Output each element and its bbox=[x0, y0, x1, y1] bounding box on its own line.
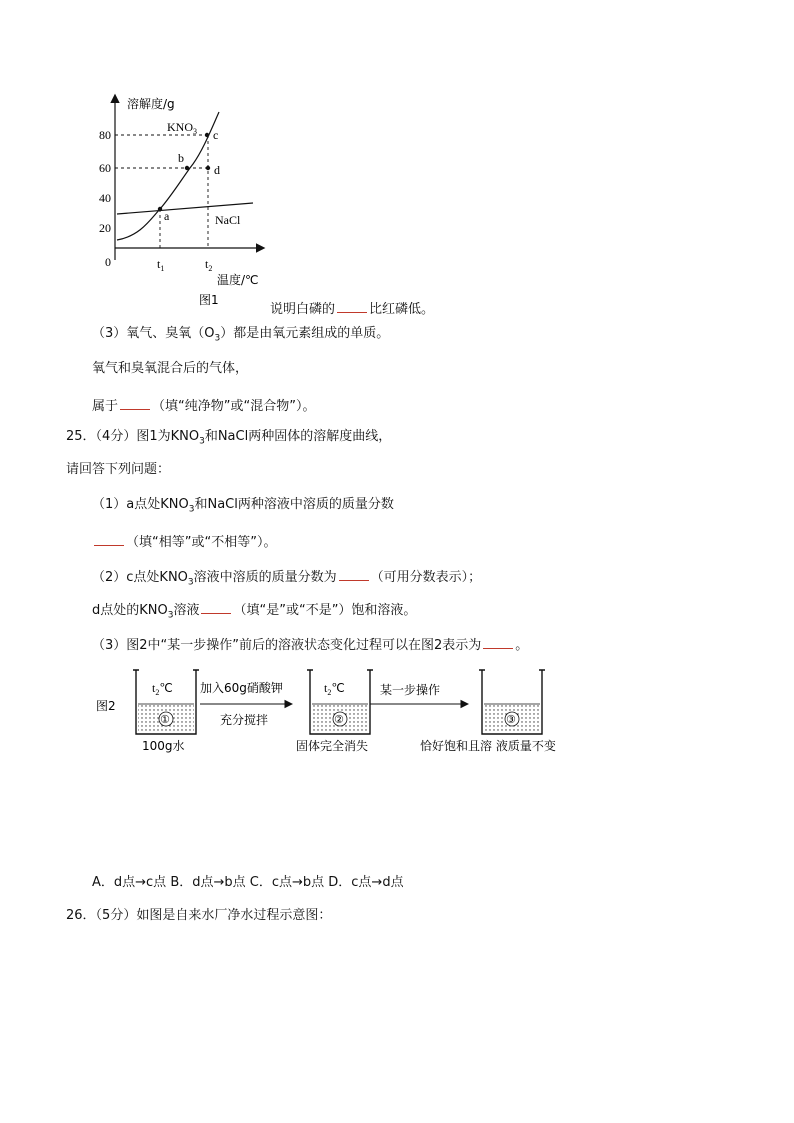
beaker-1-number: ① bbox=[160, 713, 170, 726]
beaker-1-caption: 100g水 bbox=[142, 739, 185, 753]
beaker-3-number: ③ bbox=[506, 713, 516, 726]
origin-label: 0 bbox=[105, 255, 111, 269]
line-belongs-to: 属于 （填“纯净物”或“混合物”）。 bbox=[92, 396, 315, 415]
x-tick-t2: $t_2$ bbox=[205, 257, 213, 273]
point-d bbox=[206, 166, 210, 170]
label-d: d bbox=[214, 163, 220, 177]
beaker-1 bbox=[133, 670, 199, 734]
line-q25-2-d: d点处的$KNO_3$溶液 （填“是”或“不是”）饱和溶液。 bbox=[92, 600, 416, 624]
answer-blank-6[interactable] bbox=[483, 635, 513, 649]
beaker-3 bbox=[479, 670, 545, 734]
y-tick-20: 20 bbox=[99, 221, 111, 235]
point-a bbox=[158, 207, 162, 211]
question-25-title: 25．（4分）图1为$KNO_3$和NaCl两种固体的溶解度曲线， bbox=[66, 429, 392, 447]
line-q25-1: （1）a点处$KNO_3$和NaCl两种溶液中溶质的质量分数 bbox=[92, 497, 394, 515]
x-tick-t1: $t_1$ bbox=[157, 257, 165, 273]
arrow-1-top-label: 加入60g硝酸钾 bbox=[200, 681, 283, 695]
beaker-2-caption: 固体完全消失 bbox=[296, 739, 369, 753]
x-axis-label: 温度/℃ bbox=[217, 273, 259, 287]
answer-blank-1[interactable] bbox=[337, 299, 367, 313]
solubility-chart bbox=[95, 88, 285, 313]
y-axis-label: 溶解度/g bbox=[127, 97, 175, 111]
figure1-caption: 图1 bbox=[199, 293, 219, 307]
answer-options: A．d点→c点 B．d点→b点 C．c点→b点 D．c点→d点 bbox=[92, 875, 404, 890]
line-q25-2: （2）c点处$KNO_3$溶液中溶质的质量分数为 （可用分数表示）； bbox=[92, 567, 481, 591]
point-b bbox=[185, 166, 189, 170]
figure2-diagram bbox=[92, 664, 602, 760]
point-c bbox=[205, 133, 209, 137]
y-tick-80: 80 bbox=[99, 128, 111, 142]
line-mixed-gas: 氧气和臭氧混合后的气体， bbox=[92, 361, 249, 376]
question-26-title: 26．（5分）如图是自来水厂净水过程示意图： bbox=[66, 908, 332, 923]
answer-blank-5[interactable] bbox=[201, 600, 231, 614]
label-b: b bbox=[178, 151, 184, 165]
beaker-2 bbox=[307, 670, 373, 734]
arrow-2-top-label: 某一步操作 bbox=[380, 683, 441, 697]
line-please-answer: 请回答下列问题： bbox=[66, 462, 171, 477]
line-q3-ozone: （3）氧气、臭氧$(O_3)$都是由氧元素组成的单质。 bbox=[92, 326, 390, 344]
arrow-1-bottom-label: 充分搅拌 bbox=[220, 713, 269, 727]
figure2-label: 图2 bbox=[96, 699, 116, 713]
beaker-2-number: ② bbox=[334, 713, 344, 726]
kno3-label: $KNO_3$ bbox=[167, 120, 197, 136]
line-q25-1-answer: （填“相等”或“不相等”）。 bbox=[92, 532, 276, 551]
line-white-phosphorus: 说明白磷的 比红磷低。 bbox=[270, 299, 434, 318]
answer-blank-3[interactable] bbox=[94, 532, 124, 546]
nacl-label: NaCl bbox=[215, 213, 241, 227]
beaker-1-temp: $t_2℃$ bbox=[152, 681, 173, 697]
label-a: a bbox=[164, 209, 170, 223]
line-q25-3: （3）图2中“某一步操作”前后的溶液状态变化过程可以在图2表示为 。 bbox=[92, 635, 528, 654]
y-tick-60: 60 bbox=[99, 161, 111, 175]
answer-blank-4[interactable] bbox=[339, 567, 369, 581]
label-c: c bbox=[213, 128, 219, 142]
y-tick-40: 40 bbox=[99, 191, 111, 205]
beaker-2-temp: $t_2℃$ bbox=[324, 681, 345, 697]
answer-blank-2[interactable] bbox=[120, 396, 150, 410]
beaker-3-caption: 恰好饱和且溶 液质量不变 bbox=[420, 739, 556, 753]
